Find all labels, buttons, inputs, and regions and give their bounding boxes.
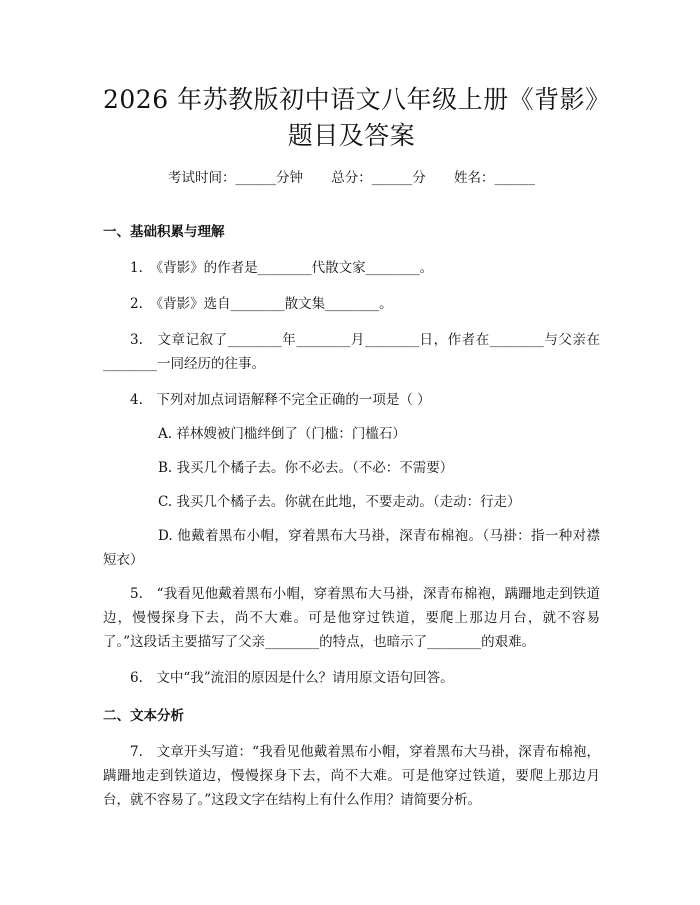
question-6: 6. 文中“我”流泪的原因是什么？请用原文语句回答。 <box>130 670 454 686</box>
question-1: 1. 《背影》的作者是________代散文家________。 <box>130 260 434 276</box>
exam-time: 考试时间：______分钟 <box>167 170 303 186</box>
question-4-option-a: A. 祥林嫂被门槛绊倒了（门槛：门槛石） <box>158 426 406 442</box>
question-4-option-d: D. 他戴着黑布小帽，穿着黑布大马褂，深青布棉袍。（马褂：指一种对襟短衣） <box>103 528 600 568</box>
title-line-1: 2026 年苏教版初中语文八年级上册《背影》 <box>103 85 611 114</box>
section-heading-1: 一、基础积累与理解 <box>103 224 225 240</box>
document-title <box>103 82 611 154</box>
title-line-2: 题目及答案 <box>287 121 416 150</box>
question-4-option-c: C. 我买几个橘子去。你就在此地，不要走动。（走动：行走） <box>158 494 521 510</box>
student-name: 姓名：______ <box>454 170 536 186</box>
exam-score: 总分：______分 <box>331 170 426 186</box>
question-4: 4. 下列对加点词语解释不完全正确的一项是（ ） <box>130 392 431 408</box>
section-heading-2: 二、文本分析 <box>103 708 184 724</box>
exam-meta <box>103 168 600 188</box>
question-3: 3. 文章记叙了________年________月________日，作者在________与父亲在________一同经历的往事。 <box>103 332 600 372</box>
question-4-option-b: B. 我买几个橘子去。你不必去。（不必：不需要） <box>158 460 454 476</box>
question-5: 5. “我看见他戴着黑布小帽，穿着黑布大马褂，深青布棉袍，蹒跚地走到铁道边，慢慢探身下去，尚不大难。可是他穿过铁道，要爬上那边月台，就不容易了。”这段话主要描写了父亲________的特点，也暗示了________的艰难。 <box>103 586 600 650</box>
question-7: 7. 文章开头写道：“我看见他戴着黑布小帽，穿着黑布大马褂，深青布棉袍，蹒跚地走到铁道边，慢慢探身下去，尚不大难。可是他穿过铁道，要爬上那边月台，就不容易了。”这段文字在结构上有什么作用？请简要分析。 <box>103 744 600 808</box>
question-2: 2. 《背影》选自________散文集________。 <box>130 296 393 312</box>
